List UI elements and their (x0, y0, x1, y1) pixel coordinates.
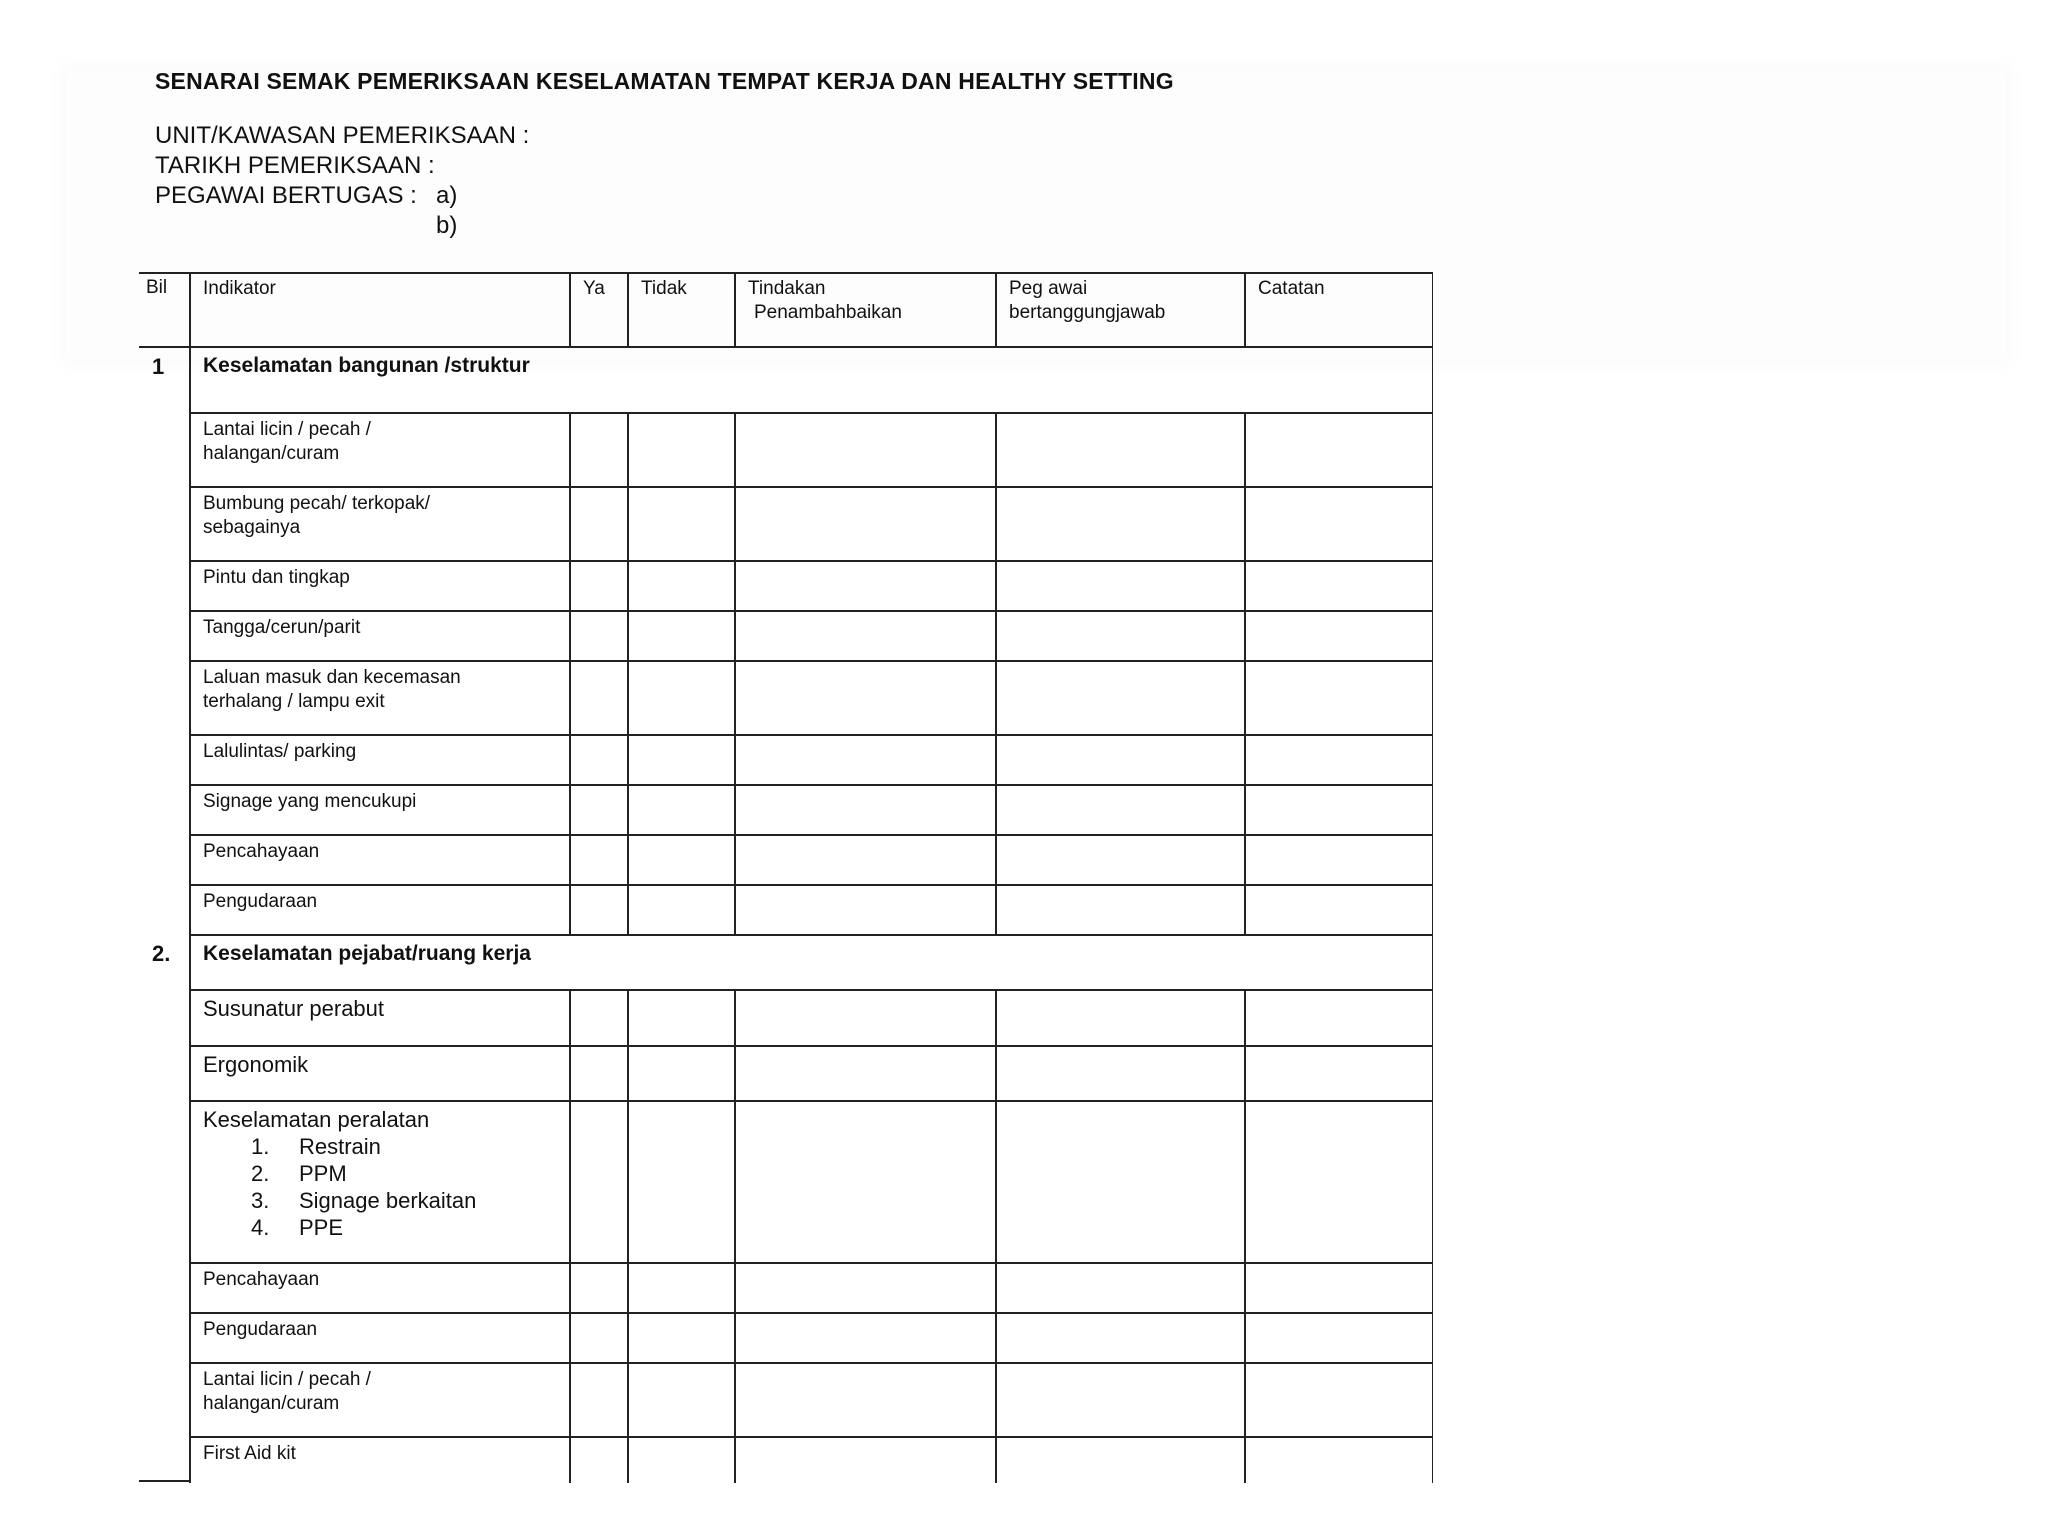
table-row (139, 785, 1433, 835)
indikator-line2: sebagainya (203, 517, 301, 538)
pegawai-cell[interactable] (996, 487, 1245, 561)
table-row (139, 1363, 1433, 1437)
indikator-line1: Bumbung pecah/ terkopak/ (203, 493, 431, 514)
pegawai-cell[interactable] (996, 561, 1245, 611)
section-title: Keselamatan pejabat/ruang kerja (190, 935, 1433, 990)
table-row (139, 561, 1433, 611)
officer-field (155, 182, 417, 210)
table-bottom-edge (139, 1480, 189, 1482)
sub-item-list (203, 1133, 557, 1241)
sub-item (203, 1160, 557, 1187)
pegawai-cell[interactable] (996, 735, 1245, 785)
pegawai-cell[interactable] (996, 1101, 1245, 1263)
catatan-cell[interactable] (1245, 611, 1433, 661)
sub-item-text: Restrain (299, 1134, 381, 1159)
tidak-cell[interactable] (628, 1046, 735, 1101)
catatan-cell[interactable] (1245, 1263, 1433, 1313)
indikator-line1: Susunatur perabut (203, 996, 385, 1021)
pegawai-cell[interactable] (996, 885, 1245, 935)
ya-cell[interactable] (570, 1313, 628, 1363)
document-title: SENARAI SEMAK PEMERIKSAAN KESELAMATAN TEMPAT KERJA DAN HEALTHY SETTING (155, 68, 1174, 94)
catatan-cell[interactable] (1245, 735, 1433, 785)
header-catatan: Catatan (1245, 273, 1433, 347)
sub-item-text: Signage berkaitan (299, 1188, 477, 1213)
unit-field (155, 122, 836, 150)
header-pegawai-line2: bertanggungjawab (1009, 302, 1166, 323)
catatan-cell[interactable] (1245, 1437, 1433, 1483)
table-row (139, 611, 1433, 661)
ya-cell[interactable] (570, 735, 628, 785)
indikator-cell (190, 661, 570, 735)
indikator-cell (190, 735, 570, 785)
table-row (139, 990, 1433, 1046)
header-bil: Bil (139, 273, 190, 347)
pegawai-cell[interactable] (996, 990, 1245, 1046)
table-row (139, 1046, 1433, 1101)
indikator-line1: Tangga/cerun/parit (203, 617, 361, 638)
ya-cell[interactable] (570, 885, 628, 935)
tindakan-cell[interactable] (735, 1263, 996, 1313)
tidak-cell[interactable] (628, 1437, 735, 1483)
pegawai-cell[interactable] (996, 1046, 1245, 1101)
tidak-cell[interactable] (628, 1313, 735, 1363)
indikator-line1: Lalulintas/ parking (203, 741, 357, 762)
catatan-cell[interactable] (1245, 1363, 1433, 1437)
pegawai-cell[interactable] (996, 785, 1245, 835)
tidak-cell[interactable] (628, 487, 735, 561)
date-label: TARIKH PEMERIKSAAN : (155, 152, 435, 179)
tindakan-cell[interactable] (735, 611, 996, 661)
tidak-cell[interactable] (628, 413, 735, 487)
section-row (139, 935, 1433, 990)
indikator-line1: Pencahayaan (203, 841, 320, 862)
unit-label: UNIT/KAWASAN PEMERIKSAAN : (155, 122, 530, 149)
catatan-cell[interactable] (1245, 487, 1433, 561)
indikator-cell (190, 990, 570, 1046)
table-row (139, 413, 1433, 487)
tidak-cell[interactable] (628, 735, 735, 785)
tidak-cell[interactable] (628, 785, 735, 835)
table-row (139, 487, 1433, 561)
ya-cell[interactable] (570, 1046, 628, 1101)
tindakan-cell[interactable] (735, 1046, 996, 1101)
ya-cell[interactable] (570, 835, 628, 885)
tindakan-cell[interactable] (735, 990, 996, 1046)
pegawai-cell[interactable] (996, 611, 1245, 661)
catatan-cell[interactable] (1245, 1046, 1433, 1101)
header-pegawai-line1: Peg awai (1009, 278, 1088, 299)
tidak-cell[interactable] (628, 1263, 735, 1313)
indikator-cell (190, 1263, 570, 1313)
catatan-cell[interactable] (1245, 990, 1433, 1046)
indikator-line1: Laluan masuk dan kecemasan (203, 667, 461, 688)
header-indikator: Indikator (190, 273, 570, 347)
table-row (139, 735, 1433, 785)
header-tindakan-line1: Tindakan (748, 278, 826, 299)
indikator-cell (190, 835, 570, 885)
ya-cell[interactable] (570, 1101, 628, 1263)
catatan-cell[interactable] (1245, 785, 1433, 835)
header-pegawai (996, 273, 1245, 347)
indikator-line1: First Aid kit (203, 1443, 296, 1464)
tidak-cell[interactable] (628, 990, 735, 1046)
tidak-cell[interactable] (628, 885, 735, 935)
indikator-cell (190, 1101, 570, 1263)
ya-cell[interactable] (570, 561, 628, 611)
catatan-cell[interactable] (1245, 835, 1433, 885)
tindakan-cell[interactable] (735, 1101, 996, 1263)
checklist-table (139, 272, 1433, 1483)
sub-item-number: 4. (251, 1215, 270, 1240)
sub-item-number: 3. (251, 1188, 270, 1213)
table-row (139, 1313, 1433, 1363)
ya-cell[interactable] (570, 1263, 628, 1313)
header-tidak: Tidak (628, 273, 735, 347)
table-row (139, 835, 1433, 885)
table-row (139, 1263, 1433, 1313)
table-row (139, 1101, 1433, 1263)
ya-cell[interactable] (570, 661, 628, 735)
indikator-cell (190, 1363, 570, 1437)
indikator-cell (190, 1046, 570, 1101)
pegawai-cell[interactable] (996, 413, 1245, 487)
tindakan-cell[interactable] (735, 487, 996, 561)
indikator-cell (190, 487, 570, 561)
indikator-cell (190, 1437, 570, 1483)
sub-item-text: PPM (299, 1161, 347, 1186)
indikator-cell (190, 561, 570, 611)
checklist-table-wrap (139, 272, 1433, 1483)
ya-cell[interactable] (570, 413, 628, 487)
tidak-cell[interactable] (628, 1363, 735, 1437)
sub-item (203, 1214, 557, 1241)
officer-a[interactable]: a) (436, 182, 458, 209)
pegawai-cell[interactable] (996, 1363, 1245, 1437)
indikator-line2: halangan/curam (203, 1393, 340, 1414)
ya-cell[interactable] (570, 487, 628, 561)
header-ya: Ya (570, 273, 628, 347)
tidak-cell[interactable] (628, 1101, 735, 1263)
indikator-cell (190, 1313, 570, 1363)
ya-cell[interactable] (570, 611, 628, 661)
pegawai-cell[interactable] (996, 1313, 1245, 1363)
indikator-line1: Pencahayaan (203, 1269, 320, 1290)
indikator-line2: halangan/curam (203, 443, 340, 464)
header-tindakan-line2: Penambahbaikan (754, 302, 902, 323)
indikator-line1: Lantai licin / pecah / (203, 419, 371, 440)
tindakan-cell[interactable] (735, 1437, 996, 1483)
catatan-cell[interactable] (1245, 1313, 1433, 1363)
tidak-cell[interactable] (628, 611, 735, 661)
indikator-line1: Pintu dan tingkap (203, 567, 350, 588)
tidak-cell[interactable] (628, 835, 735, 885)
tindakan-cell[interactable] (735, 885, 996, 935)
indikator-cell (190, 611, 570, 661)
tidak-cell[interactable] (628, 561, 735, 611)
pegawai-cell[interactable] (996, 835, 1245, 885)
indikator-line1: Pengudaraan (203, 891, 318, 912)
sub-item-text: PPE (299, 1215, 344, 1240)
table-header-row (139, 273, 1433, 347)
indikator-line1: Lantai licin / pecah / (203, 1369, 371, 1390)
indikator-line1: Keselamatan peralatan (203, 1107, 430, 1132)
ya-cell[interactable] (570, 990, 628, 1046)
tindakan-cell[interactable] (735, 561, 996, 611)
catatan-cell[interactable] (1245, 661, 1433, 735)
ya-cell[interactable] (570, 785, 628, 835)
tindakan-cell[interactable] (735, 1313, 996, 1363)
table-row (139, 885, 1433, 935)
tindakan-cell[interactable] (735, 1363, 996, 1437)
pegawai-cell[interactable] (996, 1263, 1245, 1313)
tindakan-cell[interactable] (735, 661, 996, 735)
indikator-line1: Signage yang mencukupi (203, 791, 417, 812)
catatan-cell[interactable] (1245, 413, 1433, 487)
indikator-line2: terhalang / lampu exit (203, 691, 385, 712)
table-body (139, 347, 1433, 1483)
pegawai-cell[interactable] (996, 1437, 1245, 1483)
catatan-cell[interactable] (1245, 1101, 1433, 1263)
officer-label: PEGAWAI BERTUGAS : (155, 182, 417, 209)
tidak-cell[interactable] (628, 661, 735, 735)
indikator-cell (190, 413, 570, 487)
indikator-cell (190, 885, 570, 935)
ya-cell[interactable] (570, 1437, 628, 1483)
tindakan-cell[interactable] (735, 785, 996, 835)
section-number: 2. (139, 935, 190, 1483)
tindakan-cell[interactable] (735, 835, 996, 885)
sub-item (203, 1133, 557, 1160)
table-row (139, 661, 1433, 735)
table-row (139, 1437, 1433, 1483)
sub-item (203, 1187, 557, 1214)
date-field (155, 152, 741, 180)
section-row (139, 347, 1433, 413)
indikator-cell (190, 785, 570, 835)
sub-item-number: 2. (251, 1161, 270, 1186)
indikator-line1: Pengudaraan (203, 1319, 318, 1340)
pegawai-cell[interactable] (996, 661, 1245, 735)
officer-b[interactable]: b) (436, 212, 458, 239)
header-tindakan (735, 273, 996, 347)
ya-cell[interactable] (570, 1363, 628, 1437)
section-number: 1 (139, 347, 190, 935)
tindakan-cell[interactable] (735, 413, 996, 487)
section-title: Keselamatan bangunan /struktur (190, 347, 1433, 413)
catatan-cell[interactable] (1245, 885, 1433, 935)
catatan-cell[interactable] (1245, 561, 1433, 611)
indikator-line1: Ergonomik (203, 1052, 309, 1077)
sub-item-number: 1. (251, 1134, 270, 1159)
tindakan-cell[interactable] (735, 735, 996, 785)
